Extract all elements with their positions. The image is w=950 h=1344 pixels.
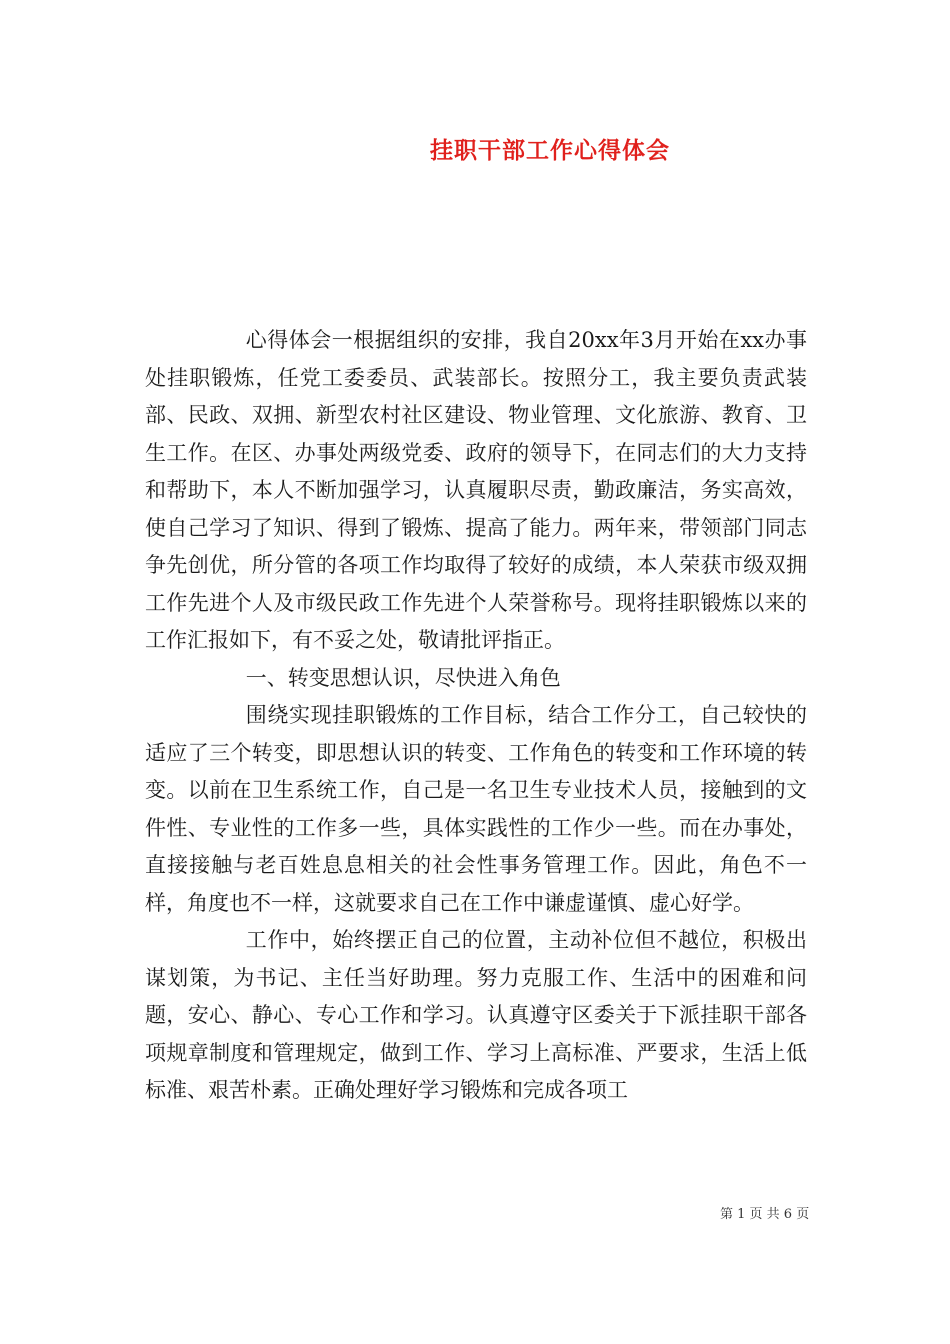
page-number: 第 1 页 共 6 页 — [720, 1207, 810, 1222]
document-body — [145, 322, 807, 1110]
paragraph-section-2: 工作中，始终摆正自己的位置，主动补位但不越位，积极出谋划策，为书记、主任当好助理。努力克服工作、生活中的困难和问题，安心、静心、专心工作和学习。认真遵守区委关于下派挂职干部各项规章制度和管理规定，做到工作、学习上高标准、严要求，生活上低标准、艰苦朴素。正确处理好学习锻炼和完成各项工 — [145, 928, 807, 1102]
section-heading: 一、转变思想认识，尽快进入角色 — [245, 665, 561, 690]
paragraph-section-1: 围绕实现挂职锻炼的工作目标，结合工作分工，自己较快的适应了三个转变，即思想认识的转变、工作角色的转变和工作环境的转变。以前在卫生系统工作，自己是一名卫生专业技术人员，接触到的文件性、专业性的工作多一些，具体实践性的工作少一些。而在办事处，直接接触与老百姓息息相关的社会性事务管理工作。因此，角色不一样，角度也不一样，这就要求自己在工作中谦虚谨慎、虚心好学。 — [145, 703, 807, 915]
page-title: 挂职干部工作心得体会 — [430, 137, 670, 164]
paragraph-intro: 心得体会一根据组织的安排，我自20xx年3月开始在xx办事处挂职锻炼，任党工委委员、武装部长。按照分工，我主要负责武装部、民政、双拥、新型农村社区建设、物业管理、文化旅游、教育、卫生工作。在区、办事处两级党委、政府的领导下，在同志们的大力支持和帮助下，本人不断加强学习，认真履职尽责，勤政廉洁，务实高效，使自己学习了知识、得到了锻炼、提高了能力。两年来，带领部门同志争先创优，所分管的各项工作均取得了较好的成绩，本人荣获市级双拥工作先进个人及市级民政工作先进个人荣誉称号。现将挂职锻炼以来的工作汇报如下，有不妥之处，敬请批评指正。 — [145, 328, 807, 652]
